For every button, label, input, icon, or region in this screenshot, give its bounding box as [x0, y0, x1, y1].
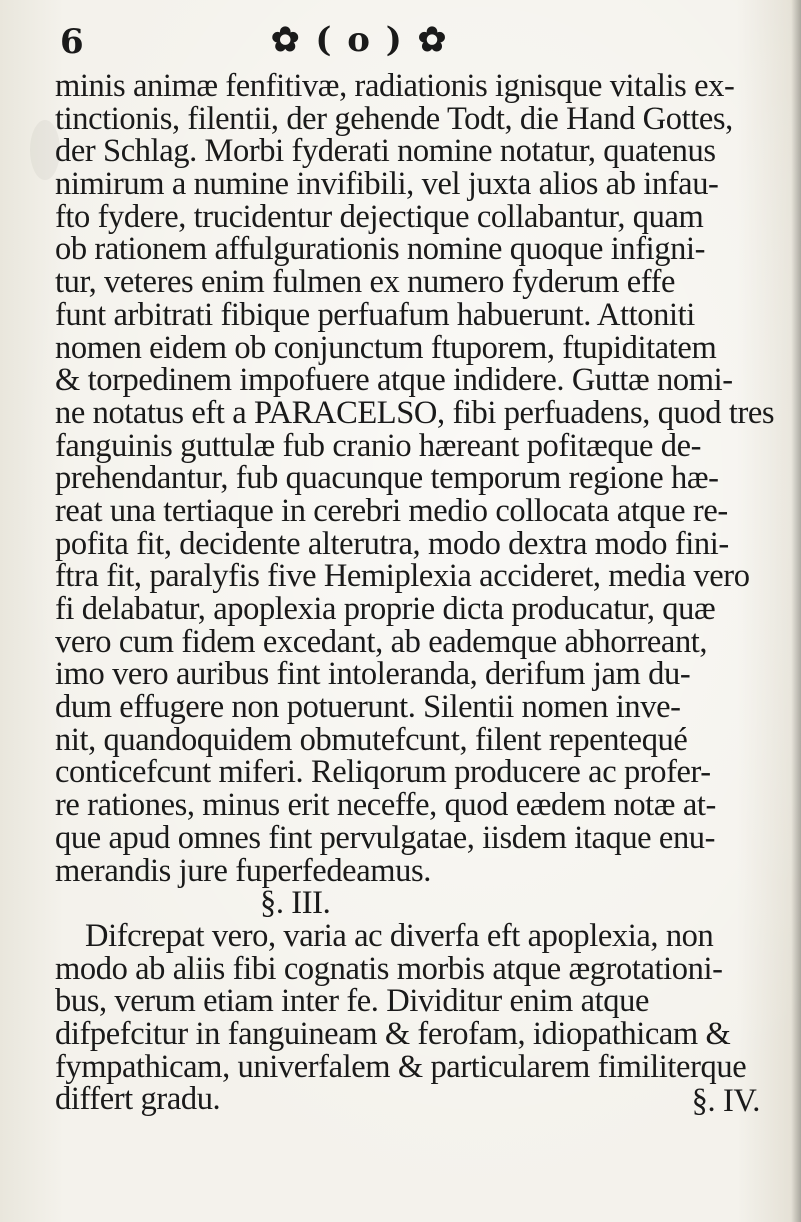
running-head-ornament: ✿ ( o ) ✿ [271, 20, 449, 60]
page-number: 6 [60, 22, 84, 62]
text-line: re rationes, minus erit neceffe, quod eædem notæ at- [55, 787, 716, 824]
text-line: fi delabatur, apoplexia proprie dicta producatur, quæ [55, 591, 716, 627]
text-line: bus, verum etiam inter fe. Dividitur enim atque [55, 983, 650, 1020]
text-line: difpefcitur in fanguineam & ferofam, idiopathicam & [55, 1015, 731, 1052]
text-line: minis animæ fenfitivæ, radiationis ignisque vitalis ex- [55, 68, 735, 104]
text-line: conticefcunt miferi. Reliqorum producere ac profer- [55, 754, 711, 791]
body-text [55, 68, 780, 1120]
text-line: funt arbitrati fibique perfuafum habuerunt. Attoniti [55, 296, 695, 333]
text-line: fto fydere, trucidentur dejectique collabantur, quam [55, 198, 704, 235]
section-heading: §. III. [260, 885, 331, 922]
text-line: nomen eidem ob conjunctum ftuporem, ftupiditatem [55, 329, 717, 366]
text-line: fympathicam, univerfalem & particularem fimiliterque [55, 1048, 747, 1085]
text-line: ob rationem affulgurationis nomine quoque infigni- [55, 231, 706, 268]
text-line: reat una tertiaque in cerebri medio collocata atque re- [55, 492, 728, 529]
text-line: differt gradu. [55, 1081, 221, 1118]
text-line: merandis jure fuperfedeamus. [55, 852, 431, 889]
text-line: dum effugere non potuerunt. Silentii nomen inve- [55, 689, 681, 726]
page-header [36, 20, 776, 60]
text-line: der Schlag. Morbi fyderati nomine notatur, quatenus [55, 133, 716, 170]
text-line: vero cum fidem excedant, ab eademque abhorreant, [55, 623, 708, 660]
text-line: nit, quandoquidem obmutefcunt, filent repentequé [55, 721, 688, 758]
text-line: & torpedinem impofuere atque indidere. Guttæ nomi- [55, 362, 733, 399]
catchword: §. IV. [691, 1083, 760, 1120]
text-line: tinctionis, filentii, der gehende Todt, die Hand Gottes, [55, 100, 733, 137]
page-edge-shadow [791, 0, 801, 1222]
text-line: ftra fit, paralyfis five Hemiplexia accideret, media vero [55, 558, 750, 595]
text-line: pofita fit, decidente alterutra, modo dextra modo fini- [55, 525, 729, 562]
text-line: imo vero auribus fint intoleranda, derifum jam du- [55, 656, 691, 693]
text-line: ne notatus eft a PARACELSO, fibi perfuadens, quod tres [55, 394, 775, 431]
last-line [55, 1081, 780, 1120]
text-line: Difcrepat vero, varia ac diverfa eft apoplexia, non [85, 917, 714, 954]
text-line: prehendantur, fub quacunque temporum regione hæ- [55, 460, 719, 497]
text-line: fanguinis guttulæ fub cranio hæreant pofitæque de- [55, 427, 702, 464]
text-line: nimirum a numine invifibili, vel juxta alios ab infau- [55, 166, 719, 203]
text-line: que apud omnes fint pervulgatae, iisdem itaque enu- [55, 819, 716, 856]
text-line: tur, veteres enim fulmen ex numero fyderum effe [55, 264, 676, 301]
text-line: modo ab aliis fibi cognatis morbis atque ægrotationi- [55, 950, 723, 987]
